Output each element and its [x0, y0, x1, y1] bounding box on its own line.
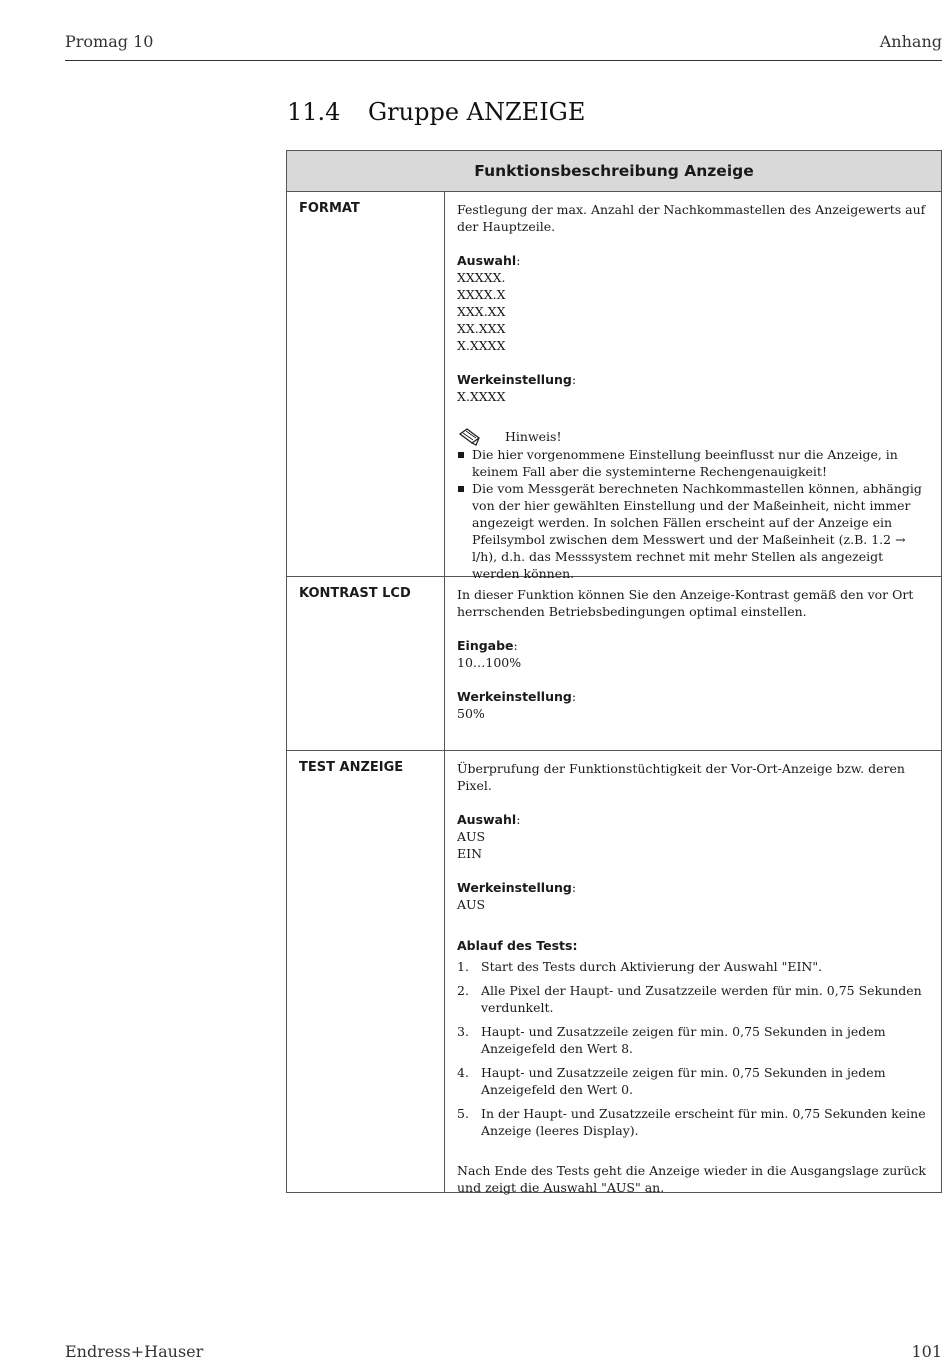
step-text: Start des Tests durch Aktivierung der Auswahl "EIN". — [481, 959, 823, 974]
note-title: Hinweis! — [505, 428, 562, 444]
step-text: Alle Pixel der Haupt- und Zusatzzeile werden für min. 0,75 Sekunden verdunkelt. — [481, 983, 922, 1015]
table-heading: Funktionsbeschreibung Anzeige — [287, 151, 941, 192]
step-number: 4. — [457, 1065, 469, 1080]
default-label: Werkeinstellung — [457, 372, 572, 387]
default-value: 50% — [457, 706, 485, 721]
function-table — [286, 150, 942, 1193]
step-text: Haupt- und Zusatzzeile zeigen für min. 0,75 Sekunden in jedem Anzeigefeld den Wert 0. — [481, 1065, 886, 1097]
function-name: KONTRAST LCD — [287, 577, 445, 750]
header-chapter: Anhang — [879, 32, 942, 51]
description-text: Festlegung der max. Anzahl der Nachkommastellen des Anzeigewerts auf der Hauptzeile. — [457, 202, 926, 234]
description-text: Überprufung der Funktionstüchtigkeit der Vor-Ort-Anzeige bzw. deren Pixel. — [457, 761, 905, 793]
procedure-step — [457, 1105, 933, 1139]
default-label: Werkeinstellung — [457, 689, 572, 704]
step-number: 2. — [457, 983, 469, 998]
note-header — [457, 426, 933, 446]
procedure-title: Ablauf des Tests: — [457, 938, 578, 953]
footer-brand: Endress+Hauser — [65, 1342, 204, 1361]
section-number: 11.4 — [287, 98, 341, 126]
procedure-step — [457, 982, 933, 1016]
choice-label: Auswahl — [457, 253, 517, 268]
note-list — [457, 446, 933, 582]
function-name: TEST ANZEIGE — [287, 751, 445, 1192]
step-number: 1. — [457, 959, 469, 974]
description-text: In dieser Funktion können Sie den Anzeige-Kontrast gemäß den vor Ort herrschenden Betriebsbedingungen optimal einstellen. — [457, 587, 914, 619]
function-description: In dieser Funktion können Sie den Anzeige-Kontrast gemäß den vor Ort herrschenden Betriebsbedingungen optimal einstellen. Eingabe: 10…100% Werkeinstellung: 50% — [445, 577, 941, 750]
function-description: Festlegung der max. Anzahl der Nachkommastellen des Anzeigewerts auf der Hauptzeile. Auswahl: XXXXX. XXXX.X XXX.XX XX.XXX X.XXXX Werkeinstellung: X.XXXX Hinweis! Die hier vorgenommene Einstellung beeinflusst nur die Anzeige, in keinem Fall aber die systeminterne Rechengenauigkeit! Die vom Messgerät berechneten Nachkommastellen können, abhängig von der hier gewählten Einstellung und der Maßeinheit, nicht immer angezeigt werden. In solchen Fällen erscheint auf der Anzeige ein Pfeilsymbol zwischen dem Messwert und der Maßeinheit (z.B. 1.2 → l/h), d.h. das Messsystem rechnet mit mehr Stellen als angezeigt werden können. — [445, 192, 941, 576]
procedure-step — [457, 1023, 933, 1057]
header-rule — [65, 60, 942, 61]
section-title-text: Gruppe ANZEIGE — [368, 98, 586, 126]
choice-option: XX.XXX — [457, 321, 506, 336]
default-label: Werkeinstellung — [457, 880, 572, 895]
page-number: 101 — [911, 1342, 942, 1361]
function-description: Überprufung der Funktionstüchtigkeit der Vor-Ort-Anzeige bzw. deren Pixel. Auswahl: AUS EIN Werkeinstellung: AUS Ablauf des Tests: 1. Start des Tests durch Aktivierung der Auswahl "EIN". 2. Alle Pixel der Haupt- und Zusatzzeile werden für min. 0,75 Sekunden verdunkelt. 3. Haupt- und Zusatzzeile zeigen für min. 0,75 Sekunden in jedem Anzeigefeld den Wert 8. 4. Haupt- und Zusatzzeile zeigen für min. 0,75 Sekunden in jedem Anzeigefeld den Wert 0. 5. In der Haupt- und Zusatzzeile erscheint für min. 0,75 Sekunden keine Anzeige (leeres Display). Nach Ende des Tests geht die Anzeige wieder in die Ausgangslage zurück und zeigt die Auswahl "AUS" an. — [445, 751, 941, 1192]
choice-option: XXXXX. — [457, 270, 506, 285]
section-title — [287, 98, 585, 126]
procedure-step — [457, 958, 933, 975]
step-text: Haupt- und Zusatzzeile zeigen für min. 0,75 Sekunden in jedem Anzeigefeld den Wert 8. — [481, 1024, 886, 1056]
input-label: Eingabe — [457, 638, 514, 653]
choice-option: EIN — [457, 846, 482, 861]
pencil-note-icon — [457, 426, 487, 446]
table-row-test — [287, 751, 941, 1195]
step-number: 5. — [457, 1106, 469, 1121]
procedure-step — [457, 1064, 933, 1098]
table-row-format — [287, 192, 941, 581]
header-product: Promag 10 — [65, 32, 154, 51]
choice-option: AUS — [457, 829, 486, 844]
choice-option: X.XXXX — [457, 338, 506, 353]
choice-option: XXX.XX — [457, 304, 506, 319]
step-number: 3. — [457, 1024, 469, 1039]
note-item: Die vom Messgerät berechneten Nachkommastellen können, abhängig von der hier gewählten Einstellung und der Maßeinheit, nicht immer angezeigt werden. In solchen Fällen erscheint auf der Anzeige ein Pfeilsymbol zwischen dem Messwert und der Maßeinheit (z.B. 1.2 → l/h), d.h. das Messsystem rechnet mit mehr Stellen als angezeigt werden können. — [457, 480, 933, 582]
choice-label: Auswahl — [457, 812, 517, 827]
procedure-steps — [457, 958, 933, 1139]
input-range: 10…100% — [457, 655, 522, 670]
default-value: X.XXXX — [457, 389, 506, 404]
default-value: AUS — [457, 897, 486, 912]
choice-option: XXXX.X — [457, 287, 506, 302]
note-item: Die hier vorgenommene Einstellung beeinflusst nur die Anzeige, in keinem Fall aber die systeminterne Rechengenauigkeit! — [457, 446, 933, 480]
closing-text: Nach Ende des Tests geht die Anzeige wieder in die Ausgangslage zurück und zeigt die Auswahl "AUS" an. — [457, 1163, 926, 1195]
table-row-kontrast — [287, 577, 941, 751]
step-text: In der Haupt- und Zusatzzeile erscheint für min. 0,75 Sekunden keine Anzeige (leeres Display). — [481, 1106, 926, 1138]
function-name: FORMAT — [287, 192, 445, 576]
